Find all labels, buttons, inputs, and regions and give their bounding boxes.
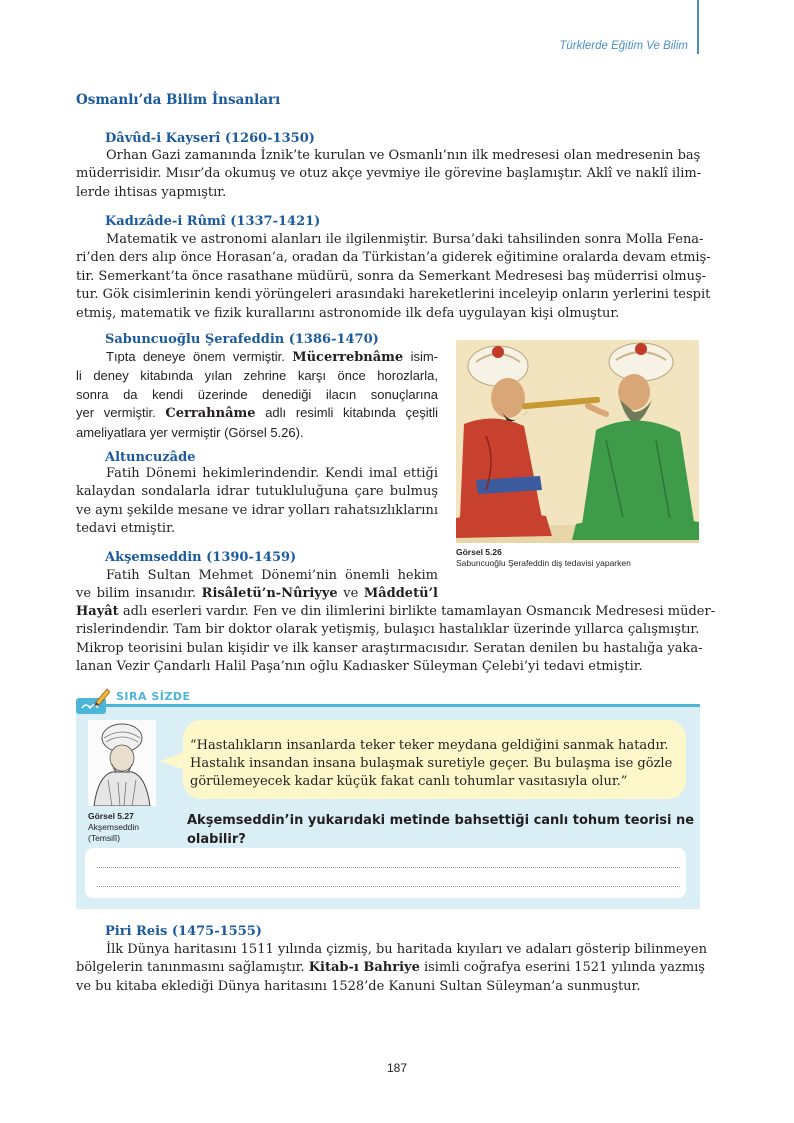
text-line: Fatih Dönemi hekimlerindendir. Kendi imal ettiği <box>106 466 438 481</box>
scientist-title-aksemseddin: Akşemseddin (1390-1459) <box>105 550 297 565</box>
text-line: ve aynı şekilde mesane ve idrar yolları rahatsızlıklarını <box>76 502 438 518</box>
text-line: tir. Semerkant’ta önce rasathane müdürü, sonra da Semerkant Medresesi baş müderrisi olmuş- <box>76 268 707 284</box>
portrait-figure-number: Görsel 5.27 <box>88 811 134 821</box>
answer-line <box>97 867 680 868</box>
quote-line: “Hastalıkların insanlarda teker teker meydana geldiğini sanmak hatadır. <box>190 738 669 753</box>
text-line: sonra da kendi üzerinde denediği ilacın sonuçlarına <box>76 386 438 402</box>
paragraph-davud <box>76 147 702 202</box>
question-line: olabilir? <box>187 831 246 847</box>
scientist-title-piri-reis: Piri Reis (1475-1555) <box>105 924 262 939</box>
paragraph-aksemseddin-narrow <box>76 567 438 604</box>
scientist-title-kadizade: Kadızâde-i Rûmî (1337-1421) <box>105 214 321 229</box>
text-line: yer vermiştir. Cerrahnâme adlı resimli kitabında çeşitli <box>76 405 438 422</box>
question-line: Akşemseddin’in yukarıdaki metinde bahsettiği canlı tohum teorisi ne <box>187 813 695 828</box>
text-line: li deney kitabında yılan zehrine karşı önce horozlarla, <box>76 368 438 384</box>
paragraph-kadizade <box>76 231 711 323</box>
figure-number: Görsel 5.26 <box>456 547 502 557</box>
text-line: Tıpta deneye önem vermiştir. Mücerrebnâme isim- <box>106 349 439 365</box>
activity-header-rule <box>100 704 700 707</box>
text-line: Fatih Sultan Mehmet Dönemi’nin önemli hekim <box>106 568 438 583</box>
header-rule <box>697 0 699 54</box>
scientist-title-davud: Dâvûd-i Kayserî (1260-1350) <box>105 131 315 146</box>
miniature-illustration <box>456 340 699 543</box>
paragraph-piri-reis <box>76 941 707 996</box>
text-line: ve bu kitaba eklediği Dünya haritasını 1528’de Kanuni Sultan Süleyman’a sunmuştur. <box>76 978 641 994</box>
answer-area[interactable] <box>85 848 686 898</box>
activity-question <box>187 812 695 849</box>
text-line: tur. Gök cisimlerinin kendi yörüngeleri arasındaki hareketlerini inceleyip onların yerlerini tespit <box>76 287 711 303</box>
text-line: lanan Vezir Çandarlı Halil Paşa’nın oğlu Kadıasker Süleyman Çelebi’yi tedavi etmiştir. <box>76 659 643 675</box>
text-line: müderrisidir. Mısır’da okumuş ve otuz akçe yevmiye ile görevine başlamıştır. Aklî ve naklî ilim- <box>76 166 702 182</box>
text-line: rislerindendir. Tam bir doktor olarak yetişmiş, bulaşıcı hastalıklar üzerinde yıllarca çalışmıştır. <box>76 622 700 638</box>
paragraph-altuncuzade <box>76 465 438 539</box>
text-line: ri’den ders alıp önce Horasan’a, oradan da Türkistan’a giderek eğitimine oralarda devam etmiş- <box>76 250 711 266</box>
text-line: lerde ihtisas yapmıştır. <box>76 184 227 200</box>
text-line: tedavi etmiştir. <box>76 521 175 537</box>
running-header: Türklerde Eğitim Ve Bilim <box>559 40 688 52</box>
text-line: etmiş, matematik ve fizik kurallarını astronomide ilk defa uygulayan kişi olmuştur. <box>76 305 620 321</box>
text-line: ameliyatlara yer vermiştir (Görsel 5.26). <box>76 424 304 440</box>
paragraph-aksemseddin-wide <box>76 603 716 677</box>
page-number: 187 <box>386 1061 408 1075</box>
quote-line: Hastalık insandan insana bulaşmak suretiyle geçer. Bu bulaşma ise gözle <box>190 756 673 771</box>
portrait-note: (Temsilî) <box>88 833 121 843</box>
text-line: Matematik ve astronomi alanları ile ilgilenmiştir. Bursa’daki tahsilinden sonra Molla Fena- <box>106 232 704 247</box>
text-line: Mikrop teorisini bulan kişidir ve ilk kanser araştırmacısıdır. Seratan denilen bu hastalığa yaka- <box>76 640 703 656</box>
quote-text <box>190 737 680 791</box>
text-line: İlk Dünya haritasını 1511 yılında çizmiş, bu haritada kıyıları ve adaları gösterip bilinmeyen <box>106 942 707 957</box>
figure-caption: Sabuncuoğlu Şerafeddin diş tedavisi yaparken <box>456 558 631 568</box>
scientist-title-sabuncuoglu: Sabuncuoğlu Şerafeddin (1386-1470) <box>105 332 379 347</box>
section-title: Osmanlı’da Bilim İnsanları <box>76 92 281 108</box>
text-line: Hayât adlı eserleri vardır. Fen ve din ilimlerini birlikte tamamlayan Osmancık Medresesi müder- <box>76 604 716 619</box>
aksemseddin-portrait-image <box>88 720 156 806</box>
speech-bubble-tail <box>160 752 185 770</box>
miniature-dental-treatment-image <box>456 340 699 543</box>
text-line: Orhan Gazi zamanında İznik’te kurulan ve Osmanlı’nın ilk medresesi olan medresenin baş <box>106 148 701 163</box>
text-line: kalaydan sondalarla idrar tutukluluğuna çare bulmuş <box>76 484 438 500</box>
text-line: ve bilim insanıdır. Risâletü’n-Nûriyye ve Mâddetü’l <box>76 586 438 602</box>
paragraph-sabuncuoglu <box>76 348 438 442</box>
scientist-title-altuncuzade: Altuncuzâde <box>105 450 196 465</box>
activity-label: SIRA SİZDE <box>116 690 191 703</box>
portrait-name: Akşemseddin <box>88 822 140 832</box>
answer-line <box>97 886 680 887</box>
text-line: bölgelerin tanınmasını sağlamıştır. Kitab-ı Bahriye isimli coğrafya eserini 1521 yılında yazmış <box>76 960 705 976</box>
pencil-icon <box>76 688 110 714</box>
quote-line: görülemeyecek kadar küçük fakat canlı tohumlar vasıtasıyla olur.” <box>190 774 628 789</box>
